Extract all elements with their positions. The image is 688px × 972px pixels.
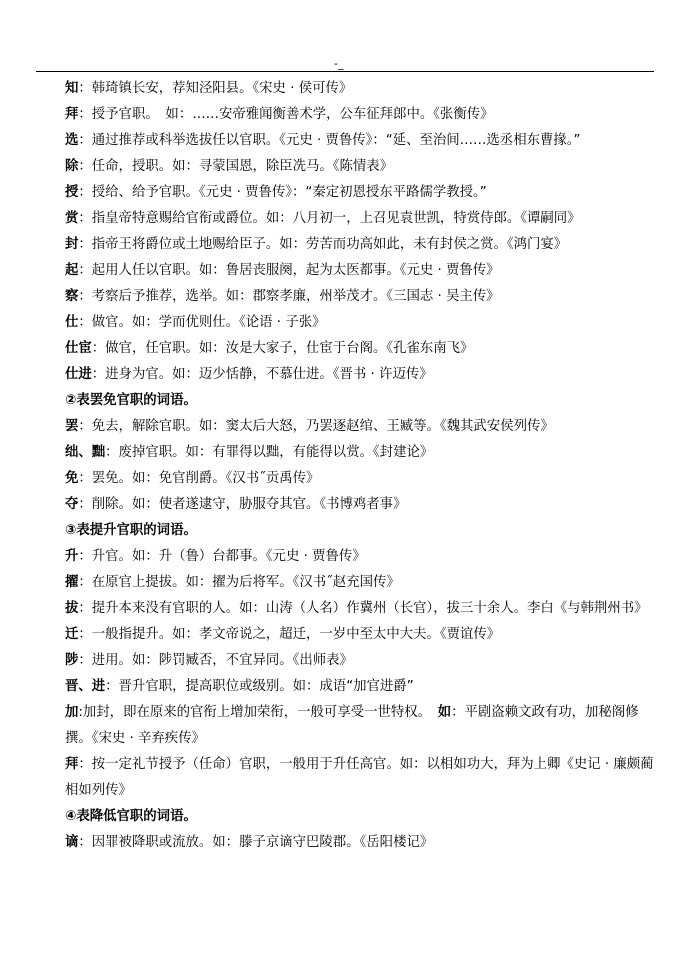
entry-shang <box>36 206 656 232</box>
entry-term: 选 <box>65 133 79 148</box>
entry-shihuan <box>36 336 656 362</box>
entry-text: ：在原官上提拔。如：擢为后将军。《汉书˝赵充国传》 <box>78 575 400 590</box>
entry-term: 晋、进 <box>65 679 106 694</box>
entry-jin <box>36 674 656 700</box>
entry-qian <box>36 622 656 648</box>
entry-term: 察 <box>65 289 79 304</box>
entry-term: 仕宦 <box>65 341 92 356</box>
entry-text: :加封，即在原来的官衔上增加荣衔，一般可享受一世特权。 <box>78 705 438 720</box>
entry-ba <box>36 414 656 440</box>
entry-term: 拜 <box>65 107 79 122</box>
entry-text: ：一般指提升。如：孝文帝说之，超迁，一岁中至太中大夫。《贾谊传》 <box>78 627 501 642</box>
entry-term: 知 <box>65 81 79 96</box>
entry-term: 封 <box>65 237 79 252</box>
entry-duo <box>36 492 656 518</box>
header-rule <box>36 71 654 72</box>
entry-term: 夺 <box>65 497 79 512</box>
entry-text: ：韩琦镇长安，荐知泾阳县。《宋史 · 侯可传》 <box>78 81 353 96</box>
entry-sheng <box>36 544 656 570</box>
entry-term: 授 <box>65 185 79 200</box>
entry-text: ：指皇帝特意赐给官衔或爵位。如：八月初一，上召见袁世凯，特赏侍郎。《谭嗣同》 <box>78 211 581 226</box>
entry-text: ：做官，任官职。如：汝是大家子，仕宦于台阁。《孔雀东南飞》 <box>91 341 474 356</box>
entry-text-example: ：平剧盗赖文政有功，加秘阁修撰。《宋史 · 辛弃疾传》 <box>65 705 639 746</box>
entry-text: ：提升本来没有官职的人。如：山涛（人名）作冀州（长官），拔三十余人。李白《与韩荆州书》 <box>78 601 648 616</box>
entry-zhe <box>36 830 656 856</box>
entry-zhi <box>36 76 656 102</box>
entry-text: ：升官。如：升（鲁）台都事。《元史 · 贾鲁传》 <box>78 549 366 564</box>
entry-text: ：授予官职。 如：……安帝雅闻衡善术学，公车征拜郎中。《张衡传》 <box>78 107 494 122</box>
entry-term: 升 <box>65 549 79 564</box>
entry-zhuo <box>36 570 656 596</box>
entry-mian <box>36 466 656 492</box>
entry-text: ：进用。如：陟罚臧否，不宜异同。《出师表》 <box>78 653 353 668</box>
entry-text: ：削除。如：使者遂逮守，胁服夺其官。《书博鸡者事》 <box>78 497 407 512</box>
entry-term: 谪 <box>65 835 79 850</box>
entry-term: 赏 <box>65 211 79 226</box>
entry-text: ：按一定礼节授予（任命）官职，一般用于升任高官。如：以相如功大，拜为上卿《史记 · 廉颇蔺相如列传》 <box>65 757 654 798</box>
entry-text: ：授给、给予官职。《元史 · 贾鲁传》：“秦定初恩授东平路儒学教授。” <box>78 185 487 200</box>
entry-text: ：通过推荐或科举选拔任以官职。《元史 · 贾鲁传》：“延、至治间……选丞相东曹掾。” <box>78 133 581 148</box>
entry-text: ：因罪被降职或流放。如：滕子京谪守巴陵郡。《岳阳楼记》 <box>78 835 434 850</box>
entry-term: 陟 <box>65 653 79 668</box>
document-body <box>36 76 656 856</box>
entry-term: 加 <box>65 705 79 720</box>
entry-text: ：晋升官职，提高职位或级别。如：成语“加官进爵” <box>105 679 414 694</box>
section-heading-dismissal: ②表罢免官职的词语。 <box>65 393 197 408</box>
entry-shou <box>36 180 656 206</box>
entry-text: ：进身为官。如：迈少恬静，不慕仕进。《晋书 · 许迈传》 <box>91 367 433 382</box>
entry-cha <box>36 284 656 310</box>
entry-term: 除 <box>65 159 79 174</box>
entry-chu <box>36 154 656 180</box>
section-heading-demotion: ④表降低官职的词语。 <box>65 809 197 824</box>
entry-term: 罢 <box>65 419 79 434</box>
section-heading-promotion: ③表提升官职的词语。 <box>65 523 197 538</box>
entry-jia <box>36 700 656 752</box>
entry-term: 起 <box>65 263 79 278</box>
entry-shijin <box>36 362 656 388</box>
entry-xuan <box>36 128 656 154</box>
entry-term: 擢 <box>65 575 79 590</box>
entry-text: ：任命，授职。如：寻蒙国恩，除臣冼马。《陈情表》 <box>78 159 394 174</box>
entry-shi <box>36 310 656 336</box>
entry-term: 仕 <box>65 315 79 330</box>
entry-text: ：考察后予推荐，选举。如：郡察孝廉，州举茂才。《三国志 · 吴主传》 <box>78 289 500 304</box>
entry-chu2 <box>36 440 656 466</box>
entry-term-example: 如 <box>437 705 452 720</box>
entry-bai <box>36 102 656 128</box>
entry-text: ：罢免。如：免官削爵。《汉书˝贡禹传》 <box>78 471 320 486</box>
entry-qi <box>36 258 656 284</box>
entry-text: ：做官。如：学而优则仕。《论语 · 子张》 <box>78 315 326 330</box>
entry-term: 绌、黜 <box>65 445 106 460</box>
entry-term: 免 <box>65 471 79 486</box>
entry-zhi2 <box>36 648 656 674</box>
entry-term: 拜 <box>65 757 79 772</box>
entry-term: 仕进 <box>65 367 92 382</box>
entry-feng <box>36 232 656 258</box>
entry-text: ：指帝王将爵位或土地赐给臣子。如：劳苦而功高如此，未有封侯之赏。《鸿门宴》 <box>78 237 568 252</box>
entry-text: ：免去，解除官职。如：窦太后大怒，乃罢逐赵绾、王臧等。《魏其武安侯列传》 <box>78 419 554 434</box>
entry-term: 拔 <box>65 601 79 616</box>
entry-text: ：起用人任以官职。如：鲁居丧服阕，起为太医都事。《元史 · 贾鲁传》 <box>78 263 500 278</box>
header-mark: -_ <box>334 57 344 70</box>
entry-text: ：废掉官职。如：有罪得以黜，有能得以赏。《封建论》 <box>105 445 434 460</box>
entry-bai2 <box>36 752 656 804</box>
entry-ba2 <box>36 596 656 622</box>
entry-term: 迁 <box>65 627 79 642</box>
